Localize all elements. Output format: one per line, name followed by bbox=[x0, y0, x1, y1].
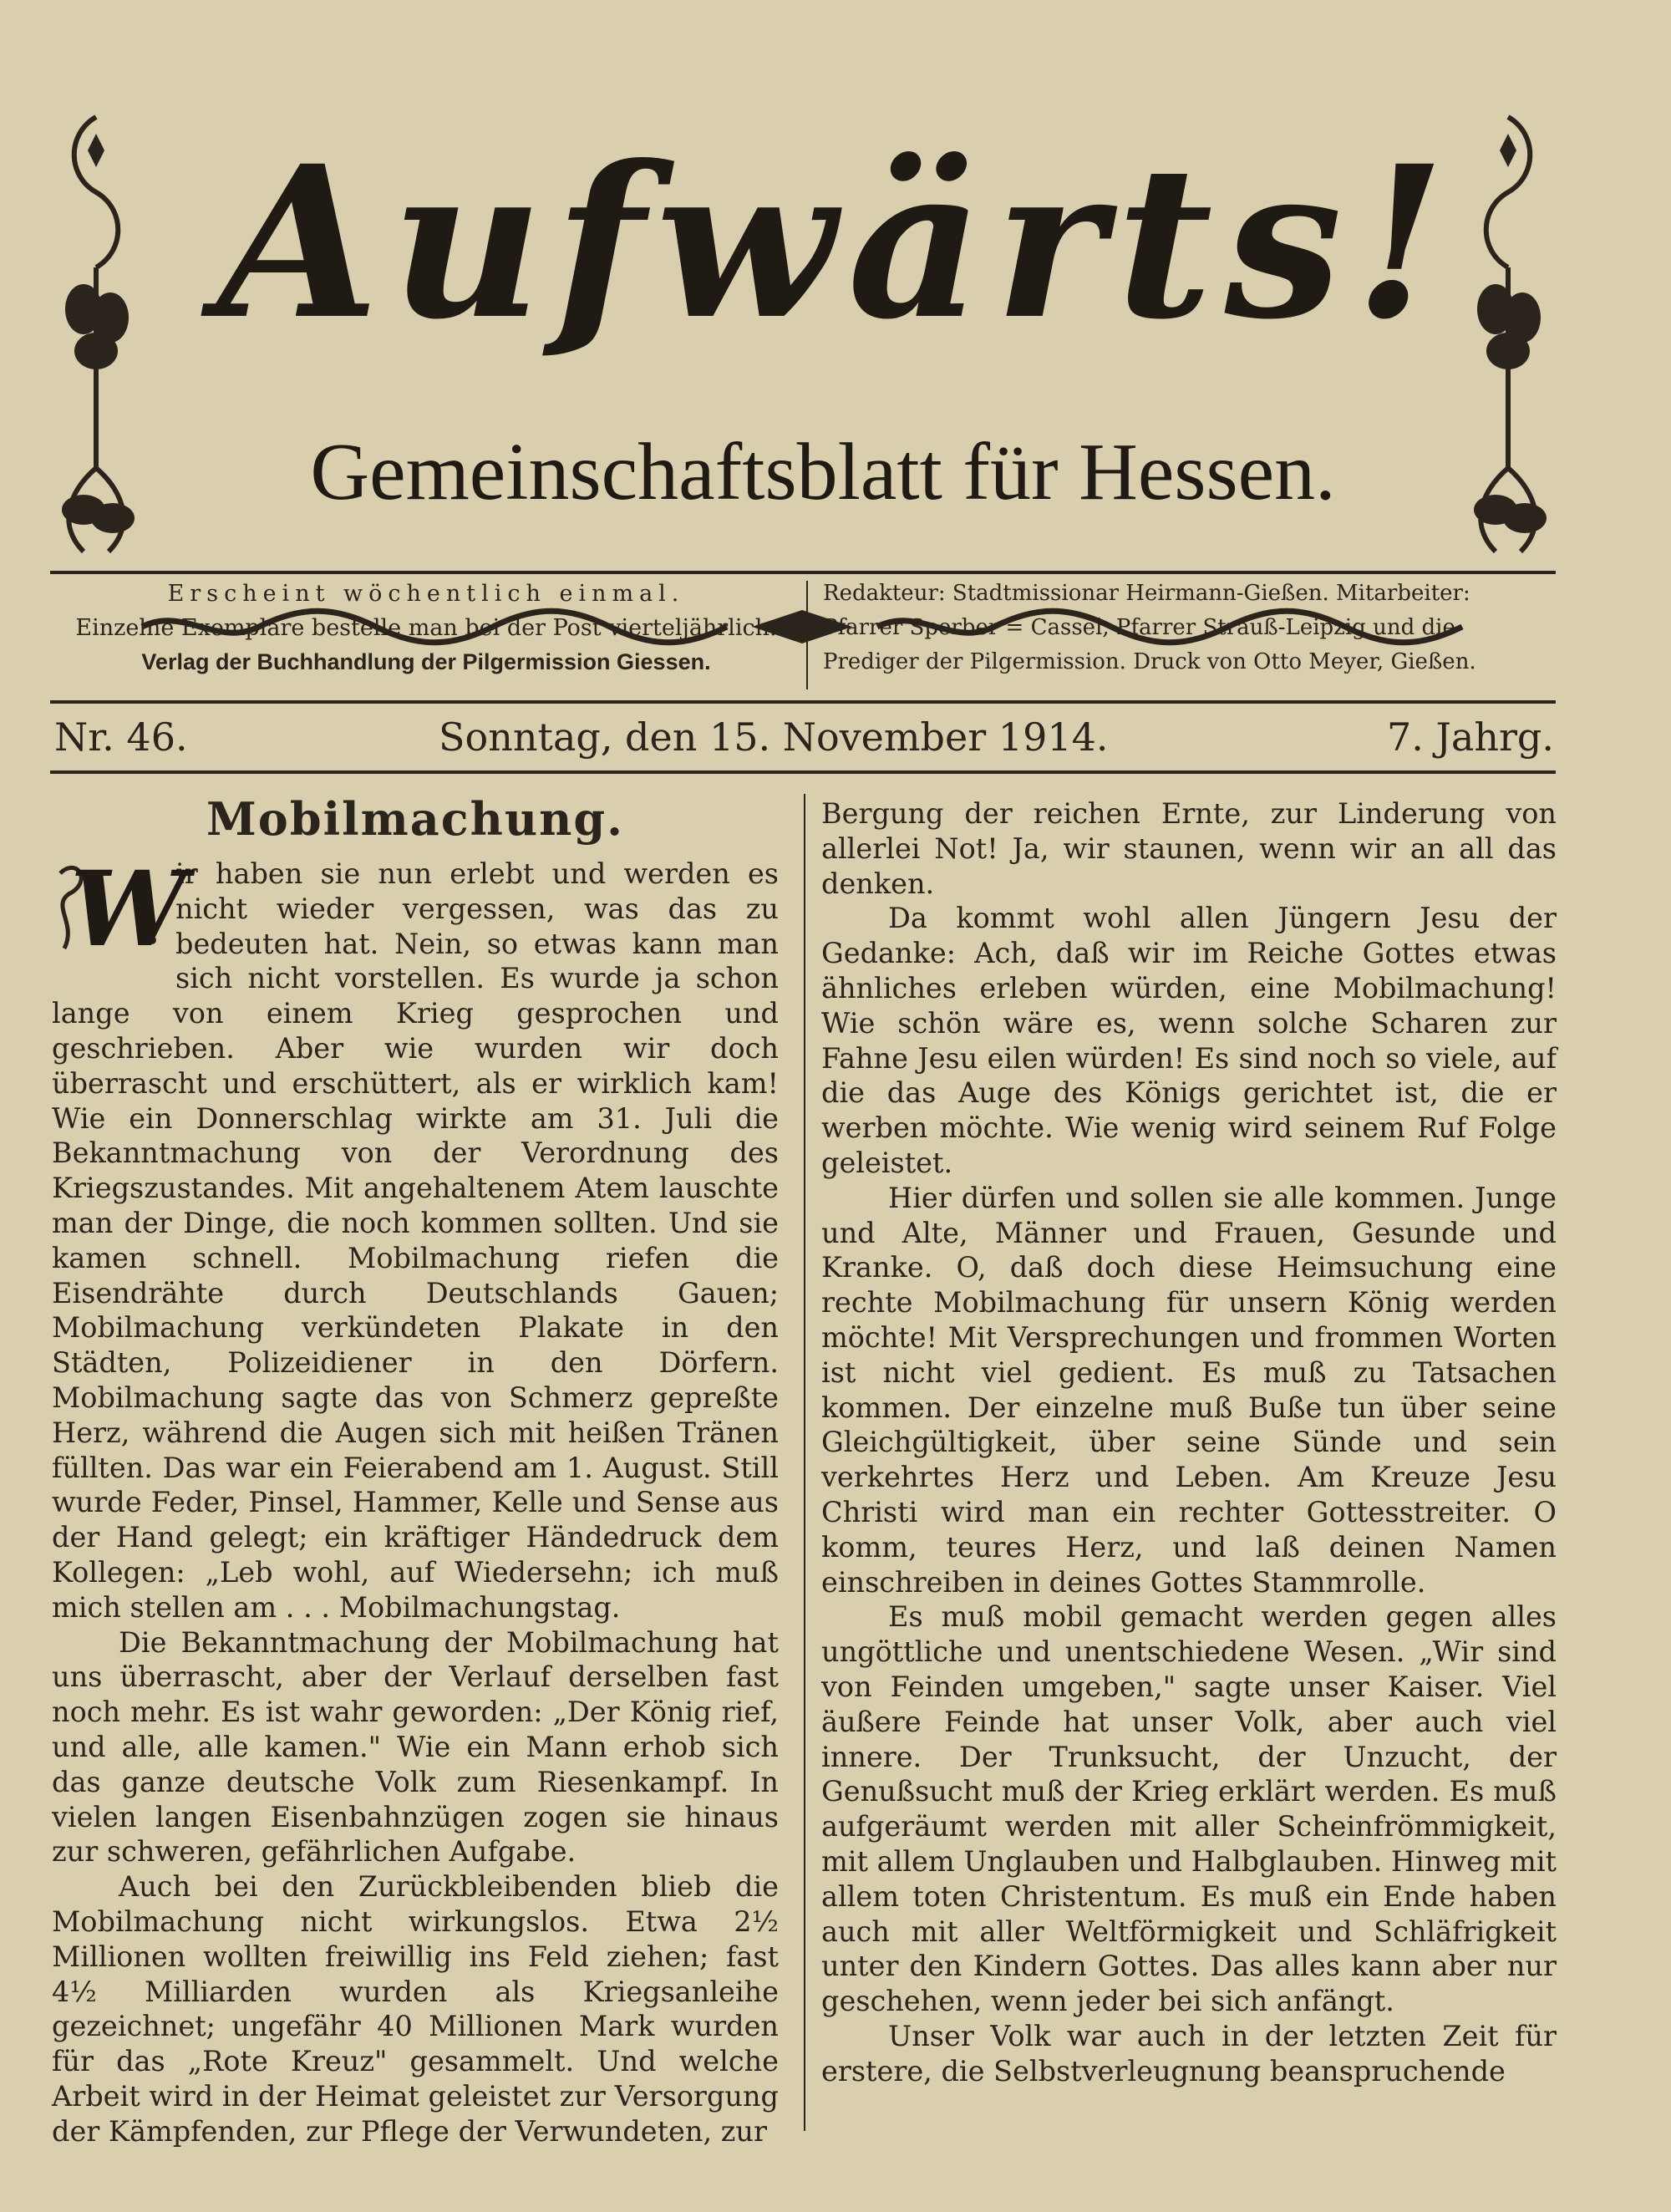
issue-rule-bottom bbox=[50, 770, 1556, 774]
article-paragraph: Da kommt wohl allen Jüngern Jesu der Gedanke: Ach, daß wir im Reiche Gottes etwas ähnliches erleben würden, eine Mobilmachung! Wie schön wäre es, wenn solche Scharen zur Fahne Jesu eilen würden! Es sind noch so viele, auf die das Auge des Königs gerichtet ist, die er werben möchte. Wie wenig wird seinem Ruf Folge geleistet. bbox=[821, 902, 1557, 1179]
column-divider bbox=[804, 794, 805, 2131]
article-paragraph bbox=[52, 849, 779, 1625]
dropcap-letter: W bbox=[70, 849, 187, 970]
article-column-right bbox=[821, 796, 1557, 2088]
masthead bbox=[50, 100, 1554, 568]
publisher-line: Verlag der Buchhandlung der Pilgermission Giessen. bbox=[141, 649, 711, 674]
subscription-note: Einzelne Exemplare bestelle man bei der Post vierteljährlich. bbox=[75, 615, 777, 641]
issue-date: Sonntag, den 15. November 1914. bbox=[439, 714, 1109, 760]
issue-number: Nr. 46. bbox=[54, 714, 188, 760]
issue-year: 7. Jahrg. bbox=[1386, 714, 1554, 760]
editor-info bbox=[823, 577, 1558, 679]
masthead-title: Aufwärts! bbox=[217, 119, 1458, 365]
editor-line-2: Pfarrer Sperber = Cassel, Pfarrer Strauß-Leipzig und die bbox=[823, 615, 1455, 640]
article-paragraph: Es muß mobil gemacht werden gegen alles ungöttliche und unentschiedene Wesen. „Wir sind von Feinden umgeben," sagte unser Kaiser. Viel äußere Feinde hat unser Volk, aber auch viel innere. Der Trunksucht, der Unzucht, der Genußsucht muß der Krieg erklärt werden. Es muß aufgeräumt werden mit aller Scheinfrömmigkeit, mit allem Unglauben und Halbglauben. Hinweg mit allem toten Christentum. Es muß ein Ende haben auch mit aller Weltförmigkeit und Schläfrigkeit unter den Kindern Gottes. Das alles kann aber nur geschehen, wenn jeder bei sich anfängt. bbox=[821, 1600, 1557, 2018]
article-paragraph: Auch bei den Zurückbleibenden blieb die Mobilmachung nicht wirkungslos. Etwa 2½ Millionen wollten freiwillig ins Feld ziehen; fast 4½ Milliarden wurden als Kriegsanleihe gezeichnet; ungefähr 40 Millionen Mark wurden für das „Rote Kreuz" gesammelt. Und welche Arbeit wird in der Heimat geleistet zur Versorgung der Kämpfenden, zur Pflege der Verwundeten, zur bbox=[52, 1870, 779, 2148]
issue-rule-top bbox=[50, 700, 1556, 704]
masthead-subtitle: Gemeinschaftsblatt für Hessen. bbox=[310, 427, 1336, 517]
article-heading: Mobilmachung. bbox=[206, 792, 624, 846]
article-paragraph: Bergung der reichen Ernte, zur Linderung von allerlei Not! Ja, wir staunen, wenn wir an all das denken. bbox=[821, 797, 1557, 900]
editor-line-1: Redakteur: Stadtmissionar Heirmann-Gießen. Mitarbeiter: bbox=[823, 581, 1470, 606]
top-rule bbox=[50, 571, 1556, 574]
publication-info bbox=[50, 577, 802, 679]
article-paragraph: Unser Volk war auch in der letzten Zeit für erstere, die Selbstverleugnung beanspruchende bbox=[821, 2019, 1557, 2087]
dropcap bbox=[52, 849, 187, 970]
info-divider bbox=[806, 581, 808, 689]
paragraph-text: ir haben sie nun erlebt und werden es nicht wieder vergessen, was das zu bedeuten hat. Nein, so etwas kann man sich nicht vorstellen. Es wurde ja schon lange von einem Krieg gesprochen und geschrieben. Aber wie wurden wir doch überrascht und erschüttert, als er wirklich kam! Wie ein Donnerschlag wirkte am 31. Juli die Bekanntmachung von der Verordnung des Kriegszustandes. Mit angehaltenem Atem lauschte man der Dinge, die noch kommen sollten. Und sie kamen schnell. Mobilmachung riefen die Eisendrähte durch Deutschlands Gauen; Mobilmachung verkündeten Plakate in den Städten, Polizeidiener in den Dörfern. Mobilmachung sagte das von Schmerz gepreßte Herz, während die Augen sich mit heißen Tränen füllten. Das war ein Feierabend am 1. August. Still wurde Feder, Pinsel, Hammer, Kelle und Sense aus der Hand gelegt; ein kräftiger Händedruck dem Kollegen: „Leb wohl, auf Wiedersehn; ich muß mich stellen am . . . Mobilmachungstag. bbox=[52, 857, 779, 1624]
article-paragraph: Die Bekanntmachung der Mobilmachung hat uns überrascht, aber der Verlauf derselben fast noch mehr. Es ist wahr geworden: „Der König rief, und alle, alle kamen." Wie ein Mann erhob sich das ganze deutsche Volk zum Riesenkampf. In vielen langen Eisenbahnzügen zogen sie hinaus zur schweren, gefährlichen Aufgabe. bbox=[52, 1625, 779, 1869]
article-paragraph: Hier dürfen und sollen sie alle kommen. Junge und Alte, Männer und Frauen, Gesunde und Kranke. O, daß doch diese Heimsuchung eine rechte Mobilmachung für unsern König werden möchte! Mit Versprechungen und frommen Worten ist nicht viel gedient. Es muß zu Tatsachen kommen. Der einzelne muß Buße tun über seine Gleichgültigkeit, über seine Sünde und sein verkehrtes Herz und Leben. Am Kreuze Jesu Christi wird man ein rechter Gottesstreiter. O komm, teures Herz, und laß deinen Namen einschreiben in deines Gottes Stammrolle. bbox=[821, 1181, 1557, 1599]
floral-ornament-right-icon bbox=[1462, 100, 1554, 568]
issue-line bbox=[54, 712, 1554, 762]
floral-ornament-left-icon bbox=[50, 100, 142, 568]
frequency-note: Erscheint wöchentlich einmal. bbox=[167, 581, 685, 607]
article-column-left bbox=[52, 790, 779, 2148]
editor-line-3: Prediger der Pilgermission. Druck von Otto Meyer, Gießen. bbox=[823, 649, 1476, 674]
